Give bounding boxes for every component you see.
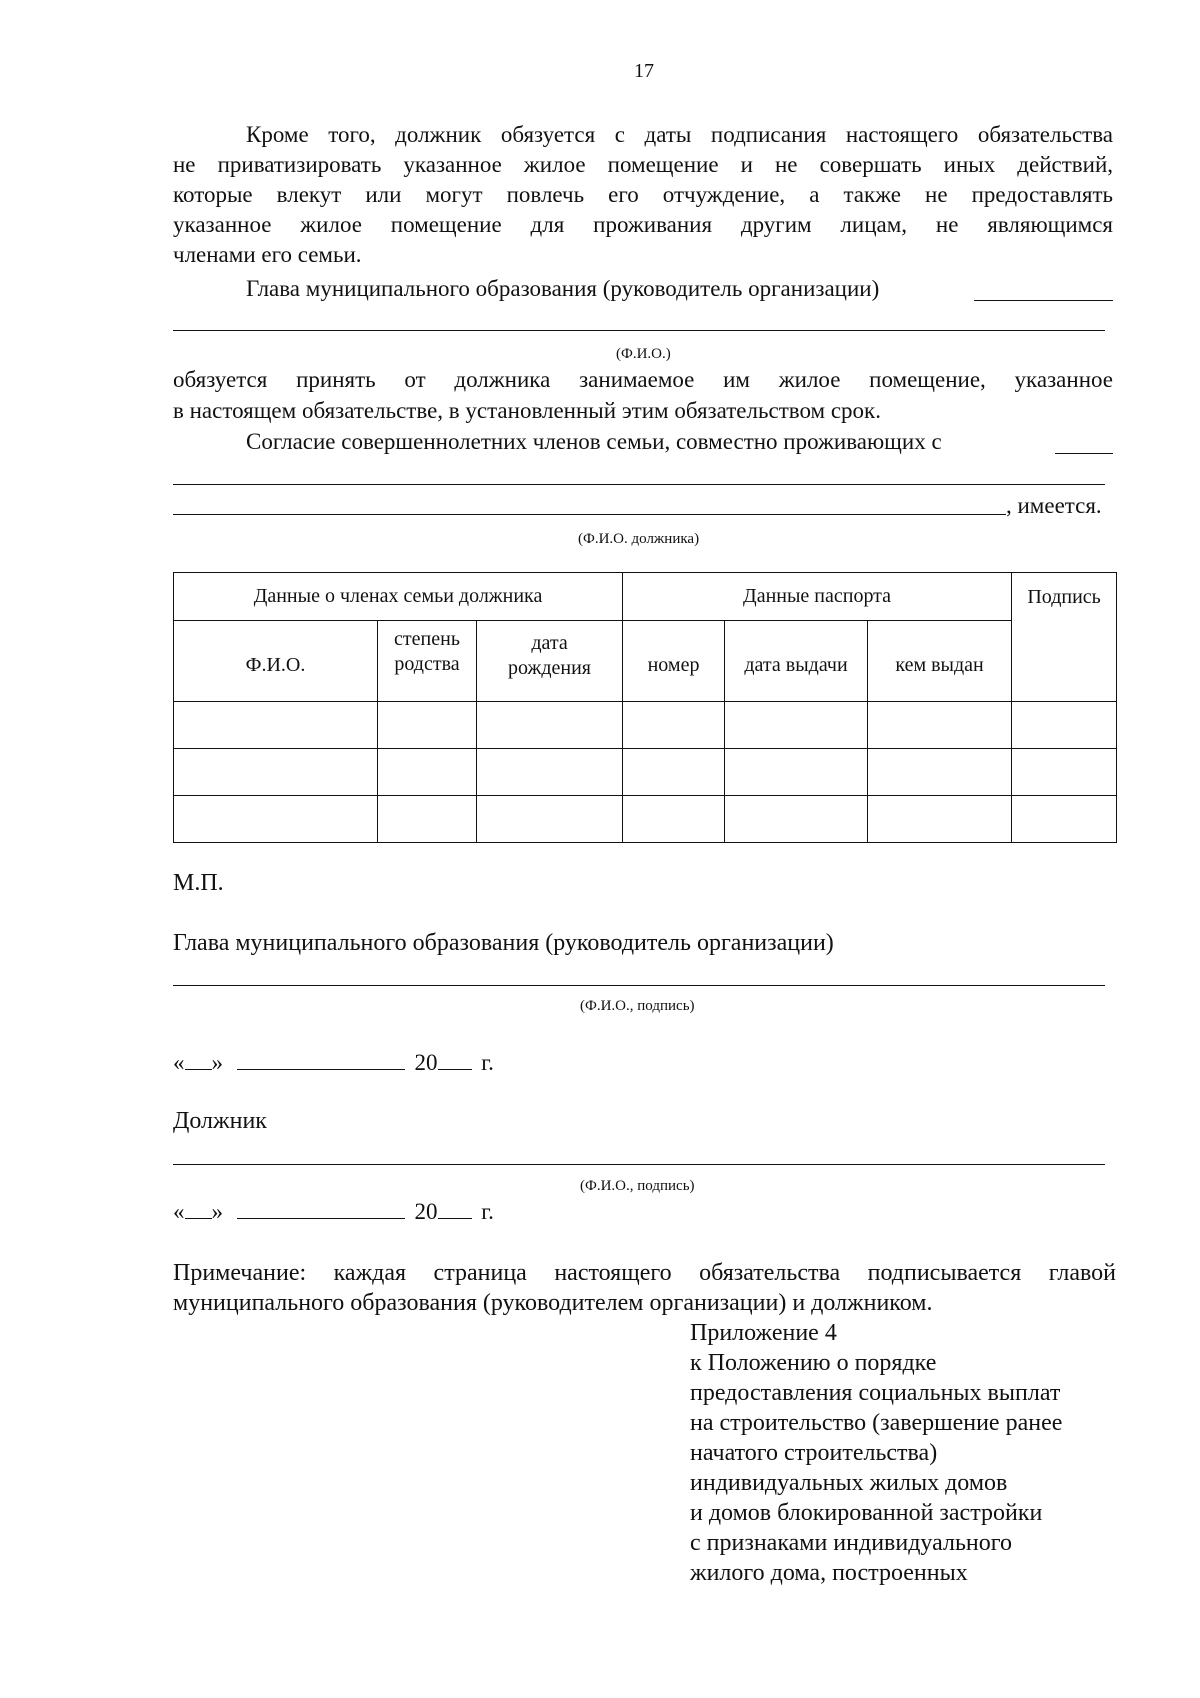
consent-label: Согласие совершеннолетних членов семьи, совместно проживающих с [246,429,942,454]
table-cell[interactable] [623,749,725,796]
head-signature-label: Глава муниципального образования (руководитель организации) [173,930,834,956]
fio-caption: (Ф.И.О.) [616,346,671,362]
paragraph-line: в настоящем обязательстве, в установленный этим обязательством срок. [173,398,881,423]
table-cell[interactable] [868,702,1012,749]
paragraph-line: членами его семьи. [173,242,362,267]
debtor-name-field-line[interactable] [173,514,1006,515]
year-prefix: 20 [414,1050,438,1075]
year-field[interactable] [438,1198,472,1219]
table-cell[interactable] [477,702,623,749]
head-signature-caption: (Ф.И.О., подпись) [580,998,695,1014]
table-row [174,796,1117,843]
appendix-line: с признаками индивидуального [690,1530,1012,1556]
paragraph-line: Кроме того, должник обязуется с даты подписания настоящего обязательства [246,122,1113,147]
stamp-placeholder: М.П. [173,870,224,896]
year-field[interactable] [438,1049,472,1070]
appendix-line: индивидуальных жилых домов [690,1470,1008,1496]
issued-by-column-header: кем выдан [868,621,1012,702]
table-cell[interactable] [1012,749,1117,796]
table-cell[interactable] [725,702,868,749]
table-cell[interactable] [477,749,623,796]
family-data-header: Данные о членах семьи должника [174,573,623,621]
debtor-signature-label: Должник [173,1108,267,1134]
table-cell[interactable] [623,702,725,749]
paragraph-line: не приватизировать указанное жилое помещение и не совершать иных действий, [173,152,1113,177]
debtor-name-field-line[interactable] [173,484,1105,485]
page-number: 17 [634,60,654,82]
appendix-line: и домов блокированной застройки [690,1500,1043,1526]
year-prefix: 20 [414,1199,438,1224]
table-cell[interactable] [174,796,378,843]
signature-header: Подпись [1012,573,1117,702]
year-suffix: г. [481,1050,494,1075]
table-cell[interactable] [725,796,868,843]
issue-date-column-header: дата выдачи [725,621,868,702]
quote-open: « [173,1050,185,1075]
table-row [174,749,1117,796]
month-field[interactable] [237,1198,405,1219]
table-cell[interactable] [725,749,868,796]
paragraph-line: обязуется принять от должника занимаемое им жилое помещение, указанное [173,367,1113,392]
debtor-fio-caption: (Ф.И.О. должника) [578,531,700,547]
month-field[interactable] [237,1049,405,1070]
debtor-signature-field[interactable] [173,1164,1105,1165]
paragraph-line: указанное жилое помещение для проживания другим лицам, не являющимся [173,212,1113,237]
table-cell[interactable] [378,796,477,843]
note-line: Примечание: каждая страница настоящего обязательства подписывается главой [173,1260,1116,1286]
table-cell[interactable] [868,796,1012,843]
head-name-field[interactable] [974,300,1113,301]
appendix-line: Приложение 4 [690,1320,837,1346]
table-cell[interactable] [174,702,378,749]
head-name-field-line[interactable] [173,330,1105,331]
family-members-table [173,572,1117,843]
table-cell[interactable] [378,749,477,796]
day-field[interactable] [185,1198,212,1219]
relation-column-header: степень родства [378,621,477,702]
consent-end-text: , имеется. [1006,493,1102,518]
debtor-signature-caption: (Ф.И.О., подпись) [580,1178,695,1194]
debtor-date-line [173,1197,494,1227]
table-cell[interactable] [623,796,725,843]
table-cell[interactable] [174,749,378,796]
year-suffix: г. [481,1199,494,1224]
head-date-line [173,1048,494,1078]
debtor-name-field[interactable] [1055,453,1113,454]
table-row [174,702,1117,749]
note-line: муниципального образования (руководителем организации) и должником. [173,1290,933,1316]
table-cell[interactable] [868,749,1012,796]
head-obligation-label: Глава муниципального образования (руководитель организации) [246,276,880,301]
paragraph-line: которые влекут или могут повлечь его отчуждение, а также не предоставлять [173,182,1113,207]
appendix-line: к Положению о порядке [690,1350,937,1376]
passport-data-header: Данные паспорта [623,573,1012,621]
appendix-line: жилого дома, построенных [690,1560,968,1586]
appendix-line: на строительство (завершение ранее [690,1410,1063,1436]
table-cell[interactable] [378,702,477,749]
fio-column-header: Ф.И.О. [174,621,378,702]
appendix-line: начатого строительства) [690,1440,938,1466]
birth-date-column-header: дата рождения [477,621,623,702]
table-cell[interactable] [1012,796,1117,843]
head-signature-field[interactable] [173,985,1105,986]
appendix-line: предоставления социальных выплат [690,1380,1061,1406]
quote-close: » [211,1199,223,1224]
day-field[interactable] [185,1049,212,1070]
quote-close: » [211,1050,223,1075]
table-cell[interactable] [477,796,623,843]
passport-number-column-header: номер [623,621,725,702]
table-cell[interactable] [1012,702,1117,749]
quote-open: « [173,1199,185,1224]
